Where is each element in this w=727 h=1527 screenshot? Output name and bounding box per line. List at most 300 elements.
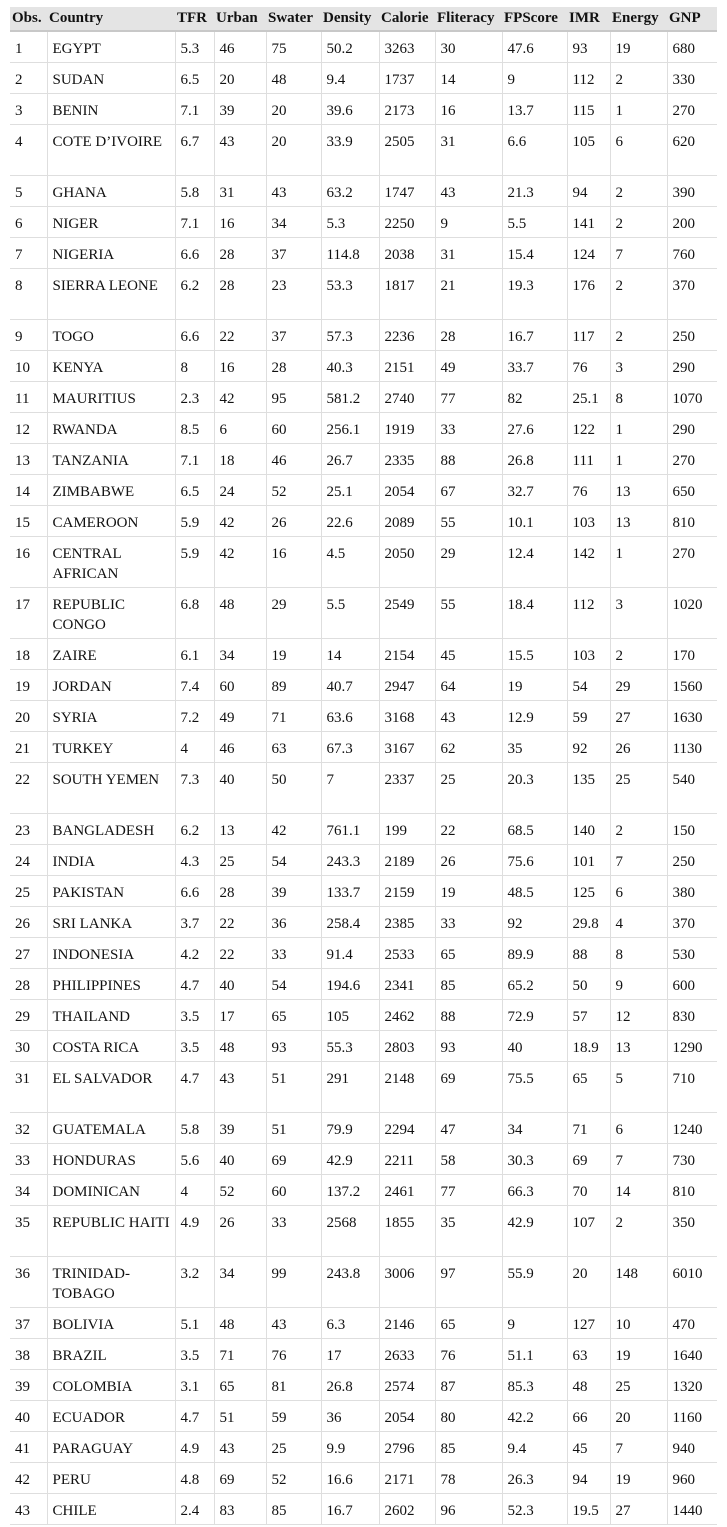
cell-country: SUDAN	[47, 62, 175, 93]
cell-imr: 112	[567, 62, 610, 93]
cell-swater: 48	[266, 62, 321, 93]
cell-imr: 103	[567, 638, 610, 669]
cell-gnp: 650	[667, 474, 717, 505]
cell-obs: 20	[10, 700, 47, 731]
cell-gnp: 1130	[667, 731, 717, 762]
cell-fpscore: 12.9	[502, 700, 567, 731]
cell-gnp: 270	[667, 536, 717, 587]
cell-imr: 59	[567, 700, 610, 731]
cell-density: 258.4	[321, 906, 379, 937]
cell-country: ECUADOR	[47, 1400, 175, 1431]
cell-energy: 10	[610, 1307, 667, 1338]
cell-calorie: 3168	[379, 700, 435, 731]
cell-urban: 24	[214, 474, 266, 505]
cell-swater: 19	[266, 638, 321, 669]
cell-country: INDIA	[47, 844, 175, 875]
cell-urban: 17	[214, 999, 266, 1030]
cell-density: 22.6	[321, 505, 379, 536]
cell-density: 36	[321, 1400, 379, 1431]
cell-swater: 65	[266, 999, 321, 1030]
table-row	[10, 1174, 717, 1205]
cell-density: 63.2	[321, 175, 379, 206]
cell-country: KENYA	[47, 350, 175, 381]
cell-energy: 2	[610, 813, 667, 844]
cell-gnp: 620	[667, 124, 717, 175]
cell-calorie: 2089	[379, 505, 435, 536]
cell-tfr: 5.1	[175, 1307, 214, 1338]
cell-fliteracy: 35	[435, 1205, 502, 1256]
cell-imr: 176	[567, 268, 610, 319]
column-header-calorie: Calorie	[379, 7, 435, 31]
cell-density: 114.8	[321, 237, 379, 268]
cell-fpscore: 10.1	[502, 505, 567, 536]
cell-gnp: 470	[667, 1307, 717, 1338]
column-header-urban: Urban	[214, 7, 266, 31]
cell-obs: 29	[10, 999, 47, 1030]
cell-swater: 39	[266, 875, 321, 906]
table-row	[10, 844, 717, 875]
table-row	[10, 762, 717, 813]
cell-gnp: 1630	[667, 700, 717, 731]
cell-energy: 2	[610, 268, 667, 319]
cell-country: CENTRAL AFRICAN	[47, 536, 175, 587]
cell-urban: 20	[214, 62, 266, 93]
cell-fpscore: 92	[502, 906, 567, 937]
cell-swater: 59	[266, 1400, 321, 1431]
cell-obs: 34	[10, 1174, 47, 1205]
cell-fliteracy: 65	[435, 1307, 502, 1338]
cell-density: 57.3	[321, 319, 379, 350]
cell-urban: 13	[214, 813, 266, 844]
cell-imr: 18.9	[567, 1030, 610, 1061]
table-row	[10, 443, 717, 474]
cell-country: NIGERIA	[47, 237, 175, 268]
cell-swater: 29	[266, 587, 321, 638]
cell-calorie: 1737	[379, 62, 435, 93]
column-header-energy: Energy	[610, 7, 667, 31]
cell-energy: 6	[610, 1112, 667, 1143]
table-row	[10, 1030, 717, 1061]
cell-gnp: 540	[667, 762, 717, 813]
cell-country: BANGLADESH	[47, 813, 175, 844]
cell-fpscore: 82	[502, 381, 567, 412]
cell-obs: 1	[10, 31, 47, 62]
cell-energy: 1	[610, 93, 667, 124]
cell-tfr: 6.5	[175, 474, 214, 505]
cell-gnp: 290	[667, 412, 717, 443]
cell-energy: 2	[610, 62, 667, 93]
cell-tfr: 6.6	[175, 237, 214, 268]
cell-swater: 25	[266, 1431, 321, 1462]
table-row	[10, 62, 717, 93]
cell-imr: 76	[567, 474, 610, 505]
cell-swater: 51	[266, 1061, 321, 1112]
cell-gnp: 330	[667, 62, 717, 93]
cell-urban: 34	[214, 1256, 266, 1307]
cell-fpscore: 18.4	[502, 587, 567, 638]
cell-energy: 2	[610, 175, 667, 206]
table-row	[10, 412, 717, 443]
country-data-table	[10, 7, 717, 1525]
cell-fpscore: 68.5	[502, 813, 567, 844]
cell-obs: 12	[10, 412, 47, 443]
table-row	[10, 31, 717, 62]
cell-fliteracy: 43	[435, 700, 502, 731]
cell-fpscore: 13.7	[502, 93, 567, 124]
cell-energy: 7	[610, 1431, 667, 1462]
table-row	[10, 206, 717, 237]
cell-fpscore: 40	[502, 1030, 567, 1061]
cell-tfr: 4.7	[175, 1061, 214, 1112]
cell-density: 581.2	[321, 381, 379, 412]
cell-calorie: 2050	[379, 536, 435, 587]
cell-urban: 46	[214, 31, 266, 62]
cell-obs: 24	[10, 844, 47, 875]
cell-tfr: 4.7	[175, 1400, 214, 1431]
cell-obs: 31	[10, 1061, 47, 1112]
cell-tfr: 7.1	[175, 93, 214, 124]
cell-urban: 49	[214, 700, 266, 731]
cell-energy: 1	[610, 412, 667, 443]
cell-tfr: 7.1	[175, 443, 214, 474]
cell-swater: 52	[266, 1462, 321, 1493]
cell-urban: 48	[214, 1030, 266, 1061]
cell-tfr: 4.8	[175, 1462, 214, 1493]
cell-tfr: 7.3	[175, 762, 214, 813]
cell-imr: 101	[567, 844, 610, 875]
cell-calorie: 2250	[379, 206, 435, 237]
cell-obs: 6	[10, 206, 47, 237]
cell-fliteracy: 29	[435, 536, 502, 587]
cell-fliteracy: 47	[435, 1112, 502, 1143]
cell-country: PERU	[47, 1462, 175, 1493]
cell-country: TOGO	[47, 319, 175, 350]
cell-calorie: 2294	[379, 1112, 435, 1143]
cell-tfr: 6.6	[175, 319, 214, 350]
cell-imr: 69	[567, 1143, 610, 1174]
cell-tfr: 2.3	[175, 381, 214, 412]
table-row	[10, 536, 717, 587]
cell-density: 39.6	[321, 93, 379, 124]
cell-energy: 26	[610, 731, 667, 762]
cell-gnp: 760	[667, 237, 717, 268]
cell-urban: 65	[214, 1369, 266, 1400]
cell-imr: 70	[567, 1174, 610, 1205]
cell-gnp: 390	[667, 175, 717, 206]
cell-density: 26.8	[321, 1369, 379, 1400]
cell-imr: 29.8	[567, 906, 610, 937]
cell-calorie: 2549	[379, 587, 435, 638]
cell-obs: 8	[10, 268, 47, 319]
cell-imr: 48	[567, 1369, 610, 1400]
cell-tfr: 7.2	[175, 700, 214, 731]
cell-fpscore: 75.6	[502, 844, 567, 875]
cell-fliteracy: 19	[435, 875, 502, 906]
column-header-tfr: TFR	[175, 7, 214, 31]
cell-calorie: 2151	[379, 350, 435, 381]
cell-swater: 54	[266, 968, 321, 999]
cell-country: GUATEMALA	[47, 1112, 175, 1143]
cell-imr: 54	[567, 669, 610, 700]
cell-country: CAMEROON	[47, 505, 175, 536]
cell-country: REPUBLIC CONGO	[47, 587, 175, 638]
cell-density: 55.3	[321, 1030, 379, 1061]
table-row	[10, 1462, 717, 1493]
cell-calorie: 2173	[379, 93, 435, 124]
cell-fliteracy: 49	[435, 350, 502, 381]
cell-calorie: 2038	[379, 237, 435, 268]
cell-tfr: 6.6	[175, 875, 214, 906]
cell-swater: 43	[266, 1307, 321, 1338]
cell-tfr: 8.5	[175, 412, 214, 443]
cell-obs: 16	[10, 536, 47, 587]
cell-density: 137.2	[321, 1174, 379, 1205]
cell-tfr: 5.6	[175, 1143, 214, 1174]
cell-tfr: 3.7	[175, 906, 214, 937]
cell-energy: 19	[610, 31, 667, 62]
cell-country: ZIMBABWE	[47, 474, 175, 505]
cell-country: MAURITIUS	[47, 381, 175, 412]
cell-urban: 46	[214, 731, 266, 762]
cell-imr: 45	[567, 1431, 610, 1462]
table-row	[10, 1493, 717, 1524]
cell-density: 291	[321, 1061, 379, 1112]
cell-imr: 103	[567, 505, 610, 536]
cell-urban: 42	[214, 536, 266, 587]
cell-country: TANZANIA	[47, 443, 175, 474]
table-row	[10, 1400, 717, 1431]
cell-density: 17	[321, 1338, 379, 1369]
cell-fliteracy: 31	[435, 124, 502, 175]
cell-country: SIERRA LEONE	[47, 268, 175, 319]
column-header-country: Country	[47, 7, 175, 31]
cell-country: ZAIRE	[47, 638, 175, 669]
table-row	[10, 1369, 717, 1400]
cell-calorie: 2159	[379, 875, 435, 906]
cell-gnp: 200	[667, 206, 717, 237]
cell-swater: 69	[266, 1143, 321, 1174]
cell-swater: 54	[266, 844, 321, 875]
cell-fpscore: 42.9	[502, 1205, 567, 1256]
cell-imr: 117	[567, 319, 610, 350]
cell-fpscore: 16.7	[502, 319, 567, 350]
cell-gnp: 530	[667, 937, 717, 968]
cell-gnp: 1160	[667, 1400, 717, 1431]
cell-tfr: 6.8	[175, 587, 214, 638]
cell-imr: 19.5	[567, 1493, 610, 1524]
cell-calorie: 2054	[379, 1400, 435, 1431]
cell-country: SYRIA	[47, 700, 175, 731]
cell-obs: 14	[10, 474, 47, 505]
cell-fpscore: 72.9	[502, 999, 567, 1030]
table-body	[10, 31, 717, 1524]
cell-fpscore: 30.3	[502, 1143, 567, 1174]
cell-swater: 23	[266, 268, 321, 319]
cell-country: CHILE	[47, 1493, 175, 1524]
cell-gnp: 710	[667, 1061, 717, 1112]
cell-country: RWANDA	[47, 412, 175, 443]
table-header-row	[10, 7, 717, 31]
cell-swater: 60	[266, 412, 321, 443]
cell-obs: 3	[10, 93, 47, 124]
cell-country: COTE D’IVOIRE	[47, 124, 175, 175]
cell-imr: 94	[567, 1462, 610, 1493]
cell-obs: 26	[10, 906, 47, 937]
cell-energy: 27	[610, 1493, 667, 1524]
cell-imr: 124	[567, 237, 610, 268]
cell-swater: 71	[266, 700, 321, 731]
cell-urban: 16	[214, 206, 266, 237]
column-header-obs: Obs.	[10, 7, 47, 31]
cell-energy: 8	[610, 937, 667, 968]
table-row	[10, 999, 717, 1030]
cell-country: PARAGUAY	[47, 1431, 175, 1462]
cell-energy: 19	[610, 1338, 667, 1369]
cell-obs: 9	[10, 319, 47, 350]
cell-imr: 50	[567, 968, 610, 999]
cell-density: 243.8	[321, 1256, 379, 1307]
cell-energy: 2	[610, 638, 667, 669]
cell-gnp: 680	[667, 31, 717, 62]
cell-tfr: 6.1	[175, 638, 214, 669]
cell-density: 5.5	[321, 587, 379, 638]
cell-urban: 51	[214, 1400, 266, 1431]
cell-tfr: 3.5	[175, 1030, 214, 1061]
cell-gnp: 1320	[667, 1369, 717, 1400]
cell-tfr: 6.7	[175, 124, 214, 175]
cell-fliteracy: 62	[435, 731, 502, 762]
cell-density: 50.2	[321, 31, 379, 62]
cell-tfr: 3.5	[175, 1338, 214, 1369]
table-row	[10, 474, 717, 505]
cell-gnp: 940	[667, 1431, 717, 1462]
cell-imr: 127	[567, 1307, 610, 1338]
cell-fliteracy: 85	[435, 968, 502, 999]
cell-obs: 37	[10, 1307, 47, 1338]
cell-imr: 142	[567, 536, 610, 587]
cell-obs: 10	[10, 350, 47, 381]
cell-urban: 6	[214, 412, 266, 443]
cell-swater: 50	[266, 762, 321, 813]
cell-fliteracy: 96	[435, 1493, 502, 1524]
cell-gnp: 250	[667, 844, 717, 875]
cell-gnp: 1290	[667, 1030, 717, 1061]
cell-fpscore: 33.7	[502, 350, 567, 381]
cell-energy: 6	[610, 875, 667, 906]
cell-tfr: 4.7	[175, 968, 214, 999]
cell-swater: 85	[266, 1493, 321, 1524]
cell-energy: 2	[610, 319, 667, 350]
cell-swater: 26	[266, 505, 321, 536]
cell-fpscore: 42.2	[502, 1400, 567, 1431]
cell-fpscore: 47.6	[502, 31, 567, 62]
cell-fliteracy: 78	[435, 1462, 502, 1493]
cell-country: SRI LANKA	[47, 906, 175, 937]
cell-density: 243.3	[321, 844, 379, 875]
cell-gnp: 960	[667, 1462, 717, 1493]
cell-calorie: 2335	[379, 443, 435, 474]
cell-imr: 125	[567, 875, 610, 906]
cell-obs: 41	[10, 1431, 47, 1462]
cell-gnp: 1070	[667, 381, 717, 412]
cell-density: 105	[321, 999, 379, 1030]
cell-tfr: 3.5	[175, 999, 214, 1030]
cell-calorie: 1747	[379, 175, 435, 206]
cell-energy: 13	[610, 1030, 667, 1061]
cell-fliteracy: 58	[435, 1143, 502, 1174]
cell-gnp: 350	[667, 1205, 717, 1256]
data-table-container	[10, 7, 717, 1525]
cell-urban: 40	[214, 968, 266, 999]
table-row	[10, 1338, 717, 1369]
cell-energy: 7	[610, 1143, 667, 1174]
cell-gnp: 730	[667, 1143, 717, 1174]
cell-country: EGYPT	[47, 31, 175, 62]
cell-calorie: 3006	[379, 1256, 435, 1307]
cell-country: COSTA RICA	[47, 1030, 175, 1061]
table-row	[10, 1307, 717, 1338]
cell-energy: 2	[610, 1205, 667, 1256]
cell-country: BRAZIL	[47, 1338, 175, 1369]
cell-gnp: 810	[667, 1174, 717, 1205]
cell-fpscore: 55.9	[502, 1256, 567, 1307]
cell-tfr: 8	[175, 350, 214, 381]
cell-tfr: 5.8	[175, 175, 214, 206]
cell-fpscore: 26.3	[502, 1462, 567, 1493]
cell-calorie: 2803	[379, 1030, 435, 1061]
cell-imr: 93	[567, 31, 610, 62]
cell-calorie: 2796	[379, 1431, 435, 1462]
column-header-density: Density	[321, 7, 379, 31]
cell-tfr: 7.4	[175, 669, 214, 700]
cell-swater: 93	[266, 1030, 321, 1061]
cell-gnp: 170	[667, 638, 717, 669]
cell-calorie: 2461	[379, 1174, 435, 1205]
cell-urban: 40	[214, 1143, 266, 1174]
cell-energy: 7	[610, 844, 667, 875]
cell-imr: 66	[567, 1400, 610, 1431]
cell-density: 16.7	[321, 1493, 379, 1524]
cell-density: 761.1	[321, 813, 379, 844]
table-row	[10, 124, 717, 175]
cell-calorie: 2054	[379, 474, 435, 505]
cell-obs: 25	[10, 875, 47, 906]
cell-tfr: 6.2	[175, 268, 214, 319]
cell-calorie: 2505	[379, 124, 435, 175]
cell-obs: 11	[10, 381, 47, 412]
table-row	[10, 319, 717, 350]
cell-country: BOLIVIA	[47, 1307, 175, 1338]
cell-density: 67.3	[321, 731, 379, 762]
cell-fpscore: 66.3	[502, 1174, 567, 1205]
cell-imr: 111	[567, 443, 610, 474]
cell-energy: 13	[610, 505, 667, 536]
cell-energy: 5	[610, 1061, 667, 1112]
cell-urban: 43	[214, 1431, 266, 1462]
cell-swater: 34	[266, 206, 321, 237]
cell-imr: 65	[567, 1061, 610, 1112]
cell-swater: 52	[266, 474, 321, 505]
cell-imr: 107	[567, 1205, 610, 1256]
table-row	[10, 731, 717, 762]
cell-gnp: 1560	[667, 669, 717, 700]
cell-fliteracy: 22	[435, 813, 502, 844]
cell-energy: 6	[610, 124, 667, 175]
cell-calorie: 2189	[379, 844, 435, 875]
cell-country: TRINIDAD-TOBAGO	[47, 1256, 175, 1307]
cell-imr: 141	[567, 206, 610, 237]
cell-imr: 122	[567, 412, 610, 443]
